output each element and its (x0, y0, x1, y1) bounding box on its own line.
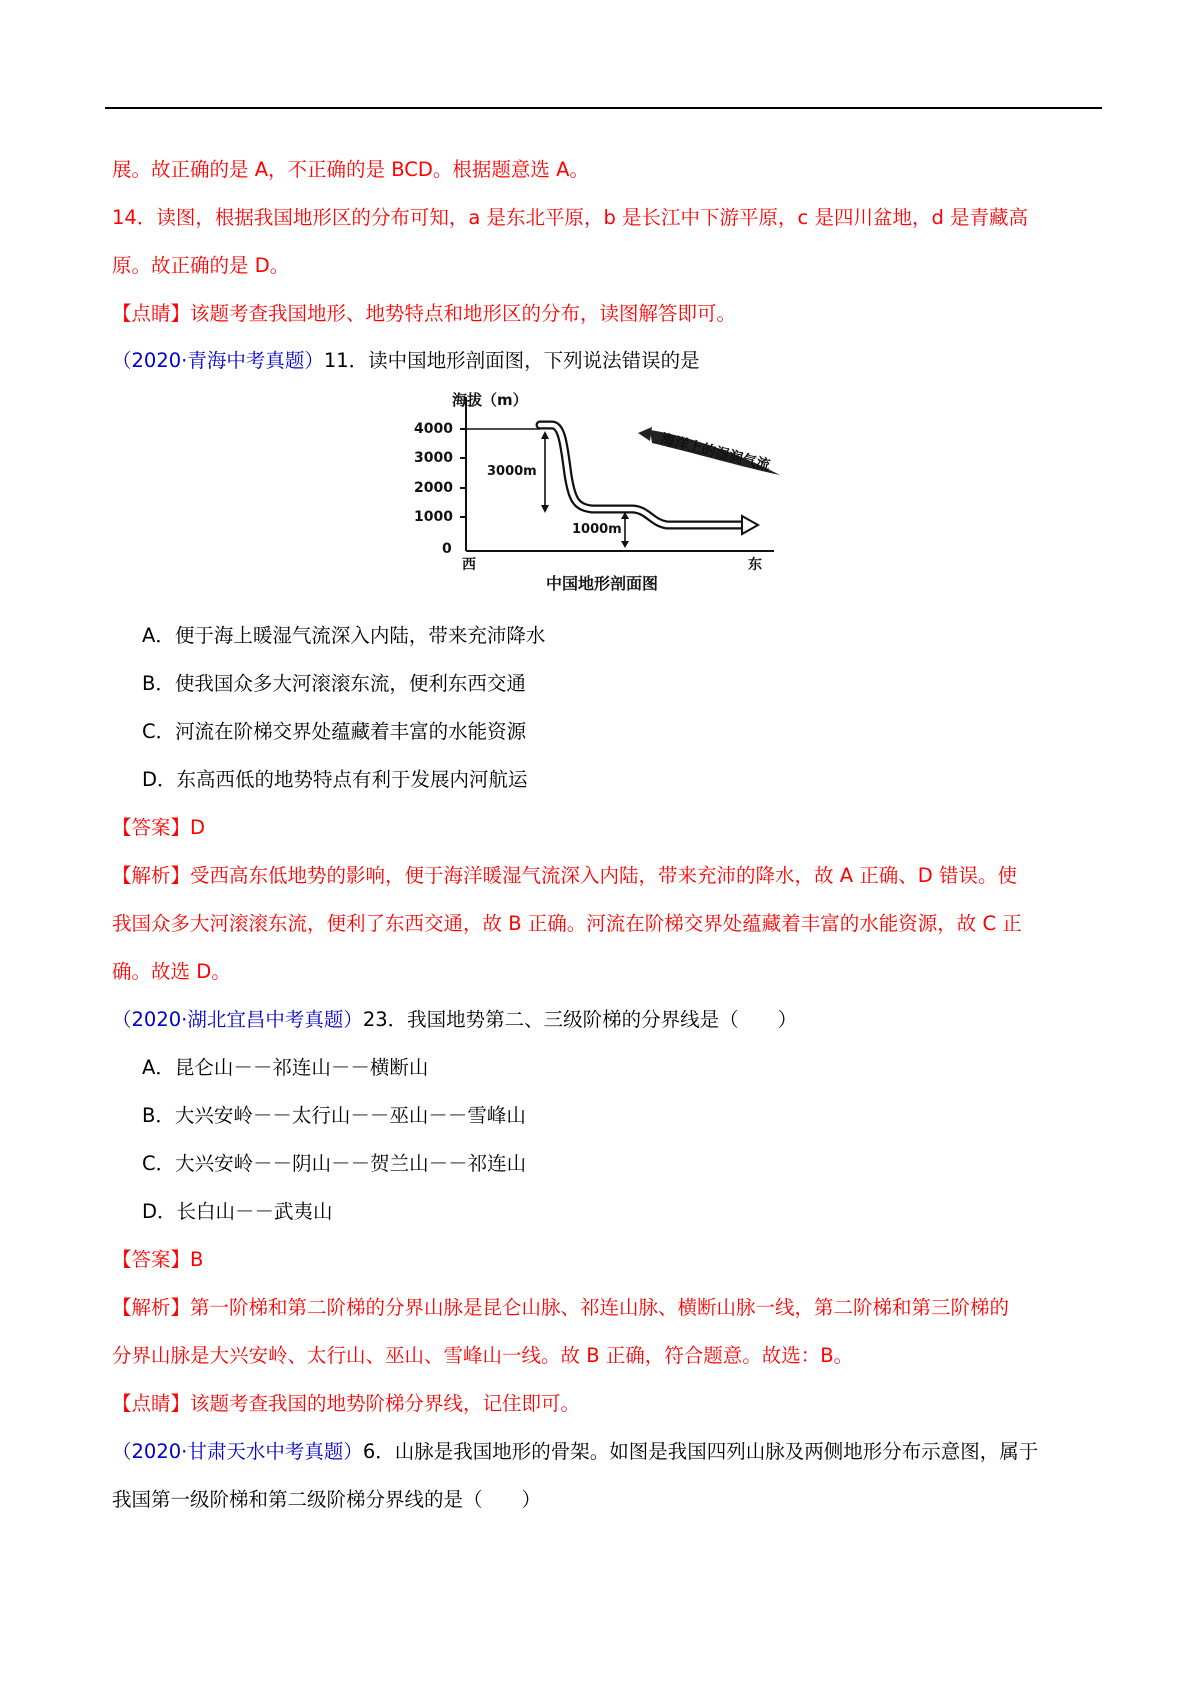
q6-heading (112, 1437, 1102, 1467)
header-rule (105, 107, 1102, 109)
q11-option-a: A．便于海上暖湿气流深入内陆，带来充沛降水 (142, 624, 546, 647)
q23-option-c: C．大兴安岭－－阴山－－贺兰山－－祁连山 (142, 1152, 527, 1175)
q11-analysis-line1: 【解析】受西高东低地势的影响，便于海洋暖湿气流深入内陆，带来充沛的降水，故 A 正确、D 错误。使 (112, 864, 1017, 887)
q23-tip: 【点睛】该题考查我国的地势阶梯分界线，记住即可。 (112, 1392, 581, 1415)
q11-option-d: D．东高西低的地势特点有利于发展内河航运 (142, 768, 528, 791)
q11-option-c: C．河流在阶梯交界处蕴藏着丰富的水能资源 (142, 720, 527, 743)
q23-option-a: A．昆仑山－－祁连山－－横断山 (142, 1056, 429, 1079)
q6-stem-line1: 6．山脉是我国地形的骨架。如图是我国四列山脉及两侧地形分布示意图，属于 (362, 1440, 1039, 1463)
q11-heading (112, 346, 1102, 376)
y-ticks (414, 421, 466, 557)
airflow-arrowhead (638, 427, 652, 441)
east-label: 东 (748, 557, 762, 573)
q6-stem-line2: 我国第一级阶梯和第二级阶梯分界线的是（ ） (112, 1488, 542, 1511)
q14-analysis-line2: 原。故正确的是 D。 (112, 254, 290, 277)
q14-analysis-line1: 14．读图，根据我国地形区的分布可知，a 是东北平原，b 是长江中下游平原，c 是四川盆地，d 是青藏高 (112, 206, 1029, 229)
airflow-label: 海洋上的湿润气流 (659, 431, 772, 474)
annotation-3000m: 3000m (487, 464, 537, 479)
q23-option-b: B．大兴安岭－－太行山－－巫山－－雪峰山 (142, 1104, 526, 1127)
profile-arrowhead (742, 516, 758, 534)
q6-source: （2020·甘肃天水中考真题） (112, 1440, 363, 1463)
y-tick-0: 0 (442, 541, 452, 557)
q23-analysis-line1: 【解析】第一阶梯和第二阶梯的分界山脉是昆仑山脉、祁连山脉、横断山脉一线，第二阶梯和第三阶梯的 (112, 1296, 1010, 1319)
q23-source: （2020·湖北宜昌中考真题） (112, 1008, 363, 1031)
q23-option-d: D．长白山－－武夷山 (142, 1200, 333, 1223)
q11-answer: 【答案】D (112, 816, 206, 839)
y-tick-3000: 3000 (414, 450, 453, 466)
q11-analysis-line3: 确。故选 D。 (112, 960, 231, 983)
prev-analysis-tail: 展。故正确的是 A，不正确的是 BCD。根据题意选 A。 (112, 158, 589, 181)
terrain-profile-svg (412, 385, 832, 600)
y-tick-1000: 1000 (414, 509, 453, 525)
q11-option-b: B．使我国众多大河滚滚东流，便利东西交通 (142, 672, 526, 695)
q11-analysis-line2: 我国众多大河滚滚东流，便利了东西交通，故 B 正确。河流在阶梯交界处蕴藏着丰富的水能资源，故 C 正 (112, 912, 1022, 935)
q11-source: （2020·青海中考真题） (112, 349, 324, 372)
west-label: 西 (462, 557, 476, 573)
terrain-profile-figure (412, 385, 832, 600)
q14-tip: 【点睛】该题考查我国地形、地势特点和地形区的分布，读图解答即可。 (112, 302, 737, 325)
q23-stem: 23．我国地势第二、三级阶梯的分界线是（ ） (362, 1008, 798, 1031)
q23-analysis-line2: 分界山脉是大兴安岭、太行山、巫山、雪峰山一线。故 B 正确，符合题意。故选：B。 (112, 1344, 854, 1367)
q23-answer: 【答案】B (112, 1248, 204, 1271)
q23-heading (112, 1005, 1102, 1035)
y-axis-label: 海拔（m） (452, 391, 528, 409)
figure-caption: 中国地形剖面图 (546, 574, 659, 593)
q11-stem: 11．读中国地形剖面图，下列说法错误的是 (323, 349, 700, 372)
annotation-1000m: 1000m (572, 522, 622, 537)
y-tick-2000: 2000 (414, 480, 453, 496)
y-tick-4000: 4000 (414, 421, 453, 437)
